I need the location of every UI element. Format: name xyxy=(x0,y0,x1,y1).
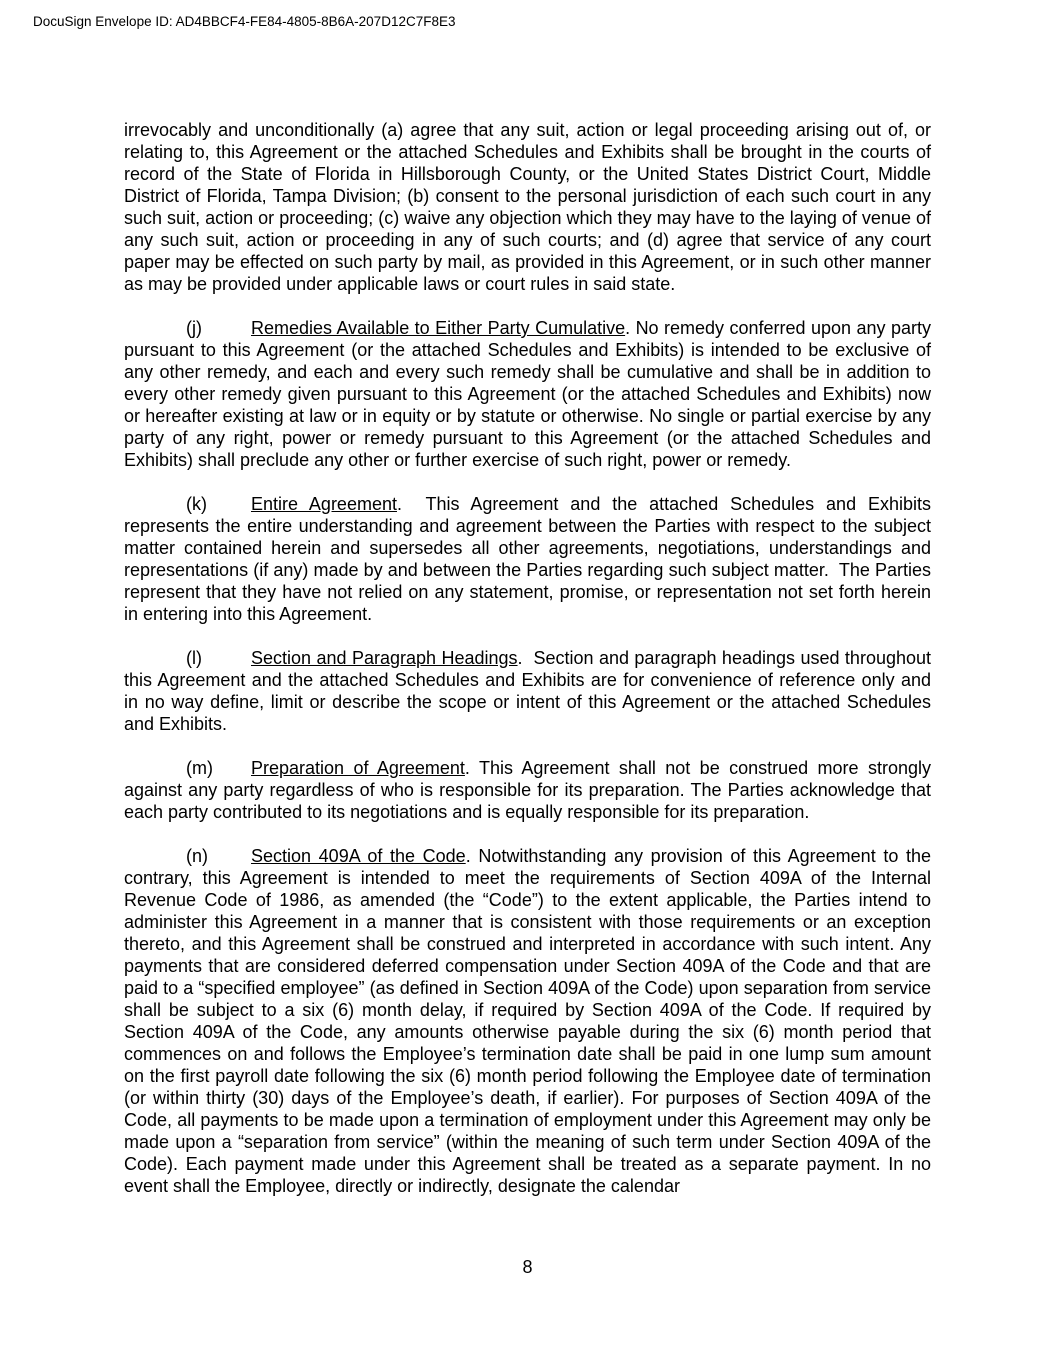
paragraph-text: . This Agreement shall not be construed more strongly against any party regardless of who is responsible for its preparation. The Parties acknowledge that each party contributed to its negotiations and is equally responsible for its preparation. xyxy=(124,758,931,822)
paragraph xyxy=(124,757,931,823)
paragraph-text: . Section and paragraph headings used throughout this Agreement and the attached Schedules and Exhibits are for convenience of reference only and in no way define, limit or describe the scope or intent of this Agreement or the attached Schedules and Exhibits. xyxy=(124,648,932,734)
page-number: 8 xyxy=(522,1257,533,1277)
paragraph-label: (j) xyxy=(186,318,202,338)
paragraph-label: (k) xyxy=(186,494,207,514)
paragraph xyxy=(124,317,931,471)
paragraph-heading: Preparation of Agreement xyxy=(251,758,465,778)
paragraph xyxy=(124,647,931,735)
paragraph-label: (n) xyxy=(186,846,208,866)
paragraph-text: . Notwithstanding any provision of this Agreement to the contrary, this Agreement is intended to meet the requirements of Section 409A of the Internal Revenue Code of 1986, as amended (the “Code”) to the extent applicable, the Parties intend to administer this Agreement in a manner that is consistent with those requirements or an exception thereto, and this Agreement shall be construed and interpreted in accordance with such intent. Any payments that are considered deferred compensation under Section 409A of the Code and that are paid to a “specified employee” (as defined in Section 409A of the Code) upon separation from service shall be subject to a six (6) month delay, if required by Section 409A of the Code. If required by Section 409A of the Code, any amounts otherwise payable during the six (6) month period that commences on and follows the Employee’s termination date shall be paid in one lump sum amount on the first payroll date following the six (6) month period following the Employee date of termination (or within thirty (30) days of the Employee’s death, if earlier). For purposes of Section 409A of the Code, all payments to be made upon a termination of employment under this Agreement may only be made upon a “separation from service” (within the meaning of such term under Section 409A of the Code). Each payment made under this Agreement shall be treated as a separate payment. In no event shall the Employee, directly or indirectly, designate the calendar xyxy=(124,846,931,1196)
paragraph-text: . This Agreement and the attached Schedules and Exhibits represents the entire understanding and agreement between the Parties with respect to the subject matter contained herein and supersedes all other agreements, negotiations, understandings and representations (if any) made by and between the Parties regarding such subject matter. The Parties represent that they have not relied on any statement, promise, or representation not set forth herein in entering into this Agreement. xyxy=(124,494,932,624)
paragraph-text: irrevocably and unconditionally (a) agree that any suit, action or legal proceeding arising out of, or relating to, this Agreement or the attached Schedules and Exhibits shall be brought in the courts of record of the State of Florida in Hillsborough County, or the United States District Court, Middle District of Florida, Tampa Division; (b) consent to the personal jurisdiction of each such court in any such suit, action or proceeding; (c) waive any objection which they may have to the laying of venue of any such suit, action or proceeding in any of such courts; and (d) agree that service of any court paper may be effected on such party by mail, as provided in this Agreement, or in such other manner as may be provided under applicable laws or court rules in said state. xyxy=(124,120,931,294)
paragraph xyxy=(124,493,931,625)
paragraph xyxy=(124,119,931,295)
paragraph-text: . No remedy conferred upon any party pursuant to this Agreement (or the attached Schedules and Exhibits) is intended to be exclusive of any other remedy, and each and every such remedy shall be cumulative and shall be in addition to every other remedy given pursuant to this Agreement (or the attached Schedules and Exhibits) now or hereafter existing at law or in equity or by statute or otherwise. No single or partial exercise by any party of any right, power or remedy pursuant to this Agreement (or the attached Schedules and Exhibits) shall preclude any other or further exercise of such right, power or remedy. xyxy=(124,318,931,470)
docusign-envelope-id: DocuSign Envelope ID: AD4BBCF4-FE84-4805-8B6A-207D12C7F8E3 xyxy=(33,14,456,29)
paragraph-heading: Entire Agreement xyxy=(251,494,397,514)
paragraph xyxy=(124,845,931,1197)
paragraph-heading: Section 409A of the Code xyxy=(251,846,466,866)
paragraph-label: (m) xyxy=(186,758,213,778)
paragraph-heading: Remedies Available to Either Party Cumulative xyxy=(251,318,626,338)
document-body xyxy=(124,119,931,1219)
paragraph-heading: Section and Paragraph Headings xyxy=(251,648,518,668)
paragraph-label: (l) xyxy=(186,648,202,668)
